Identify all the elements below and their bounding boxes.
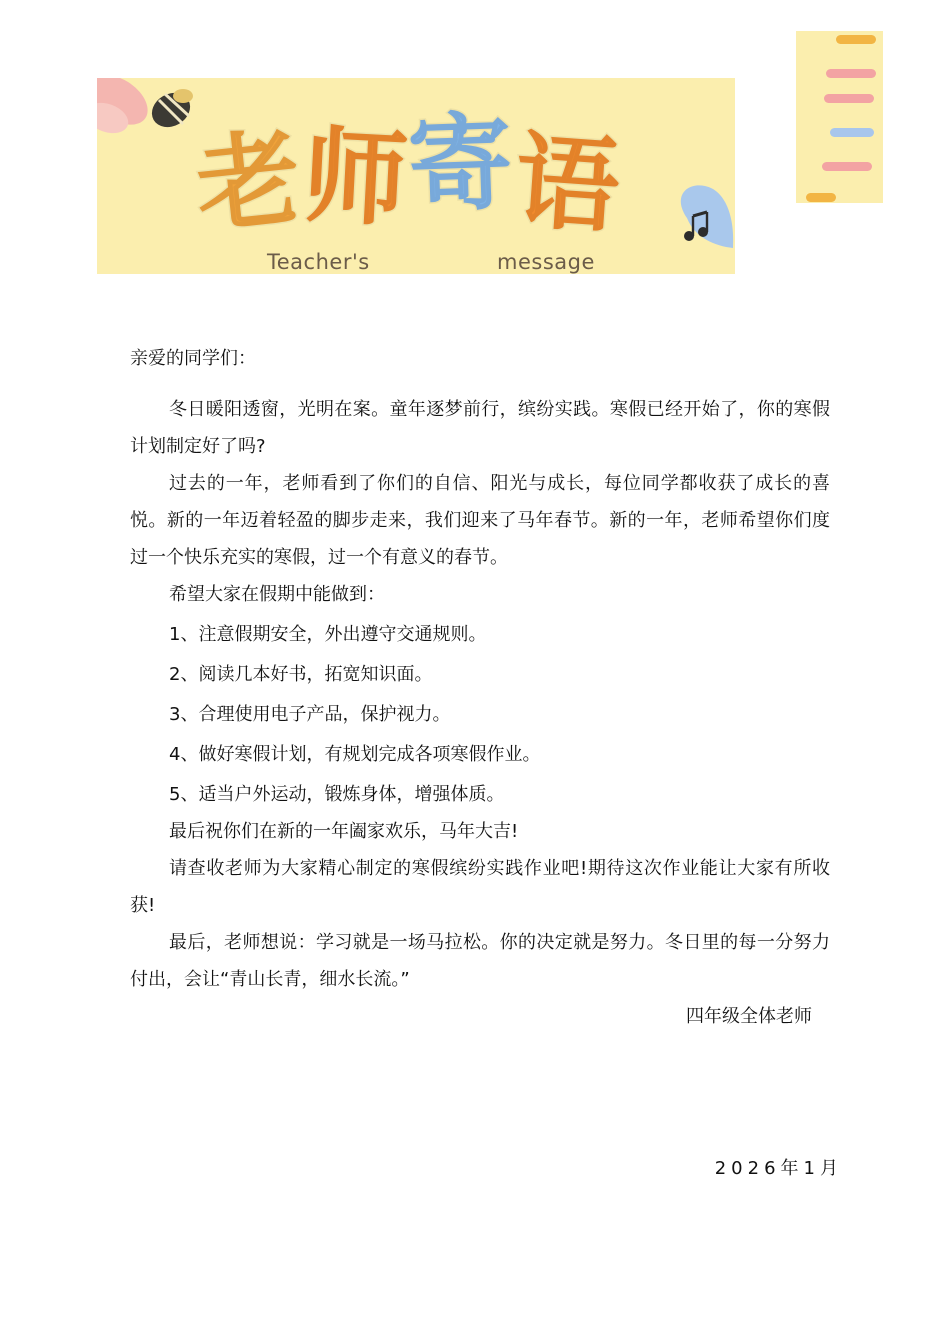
paragraph: 请查收老师为大家精心制定的寒假缤纷实践作业吧!期待这次作业能让大家有所收获! (130, 858, 830, 916)
side-decoration-strip (796, 31, 883, 203)
banner-title-char: 寄 (406, 101, 517, 227)
list-item: 4、做好寒假计划，有规划完成各项寒假作业。 (169, 744, 541, 765)
list-item: 5、适当户外运动，锻炼身体，增强体质。 (169, 784, 505, 805)
banner-title (190, 101, 626, 249)
paragraph: 冬日暖阳透窗，光明在案。童年逐梦前行，缤纷实践。寒假已经开始了，你的寒假计划制定好了吗? (130, 399, 830, 457)
list-item: 2、阅读几本好书，拓宽知识面。 (169, 664, 433, 685)
banner-title-char: 师 (300, 114, 413, 242)
salutation: 亲爱的同学们： (130, 348, 256, 369)
banner-subtitle-right: message (497, 250, 595, 274)
music-note-icon (681, 185, 733, 248)
paragraph: 过去的一年，老师看到了你们的自信、阳光与成长，每位同学都收获了成长的喜悦。新的一年迈着轻盈的脚步走来，我们迎来了马年春节。新的一年，老师希望你们度过一个快乐充实的寒假，过一个有意义的春节。 (130, 473, 830, 568)
banner-subtitle-left: Teacher's (267, 250, 370, 274)
paragraph: 最后，老师想说：学习就是一场马拉松。你的决定就是努力。冬日里的每一分努力付出，会让“青山长青，细水长流。” (130, 932, 830, 990)
letter-date: 2026年1月 (714, 1158, 843, 1179)
paragraph: 最后祝你们在新的一年阖家欢乐，马年大吉! (169, 821, 519, 842)
paragraph: 希望大家在假期中能做到： (169, 584, 385, 605)
list-item: 1、注意假期安全，外出遵守交通规则。 (169, 624, 487, 645)
signature: 四年级全体老师 (686, 1006, 812, 1027)
header-banner (97, 78, 735, 274)
banner-title-char: 语 (511, 119, 626, 249)
butterfly-icon (97, 78, 196, 139)
letter-body (130, 340, 830, 1053)
list-item: 3、合理使用电子产品，保护视力。 (169, 704, 451, 725)
banner-title-char: 老 (190, 115, 309, 249)
stripe-decoration (796, 31, 883, 203)
